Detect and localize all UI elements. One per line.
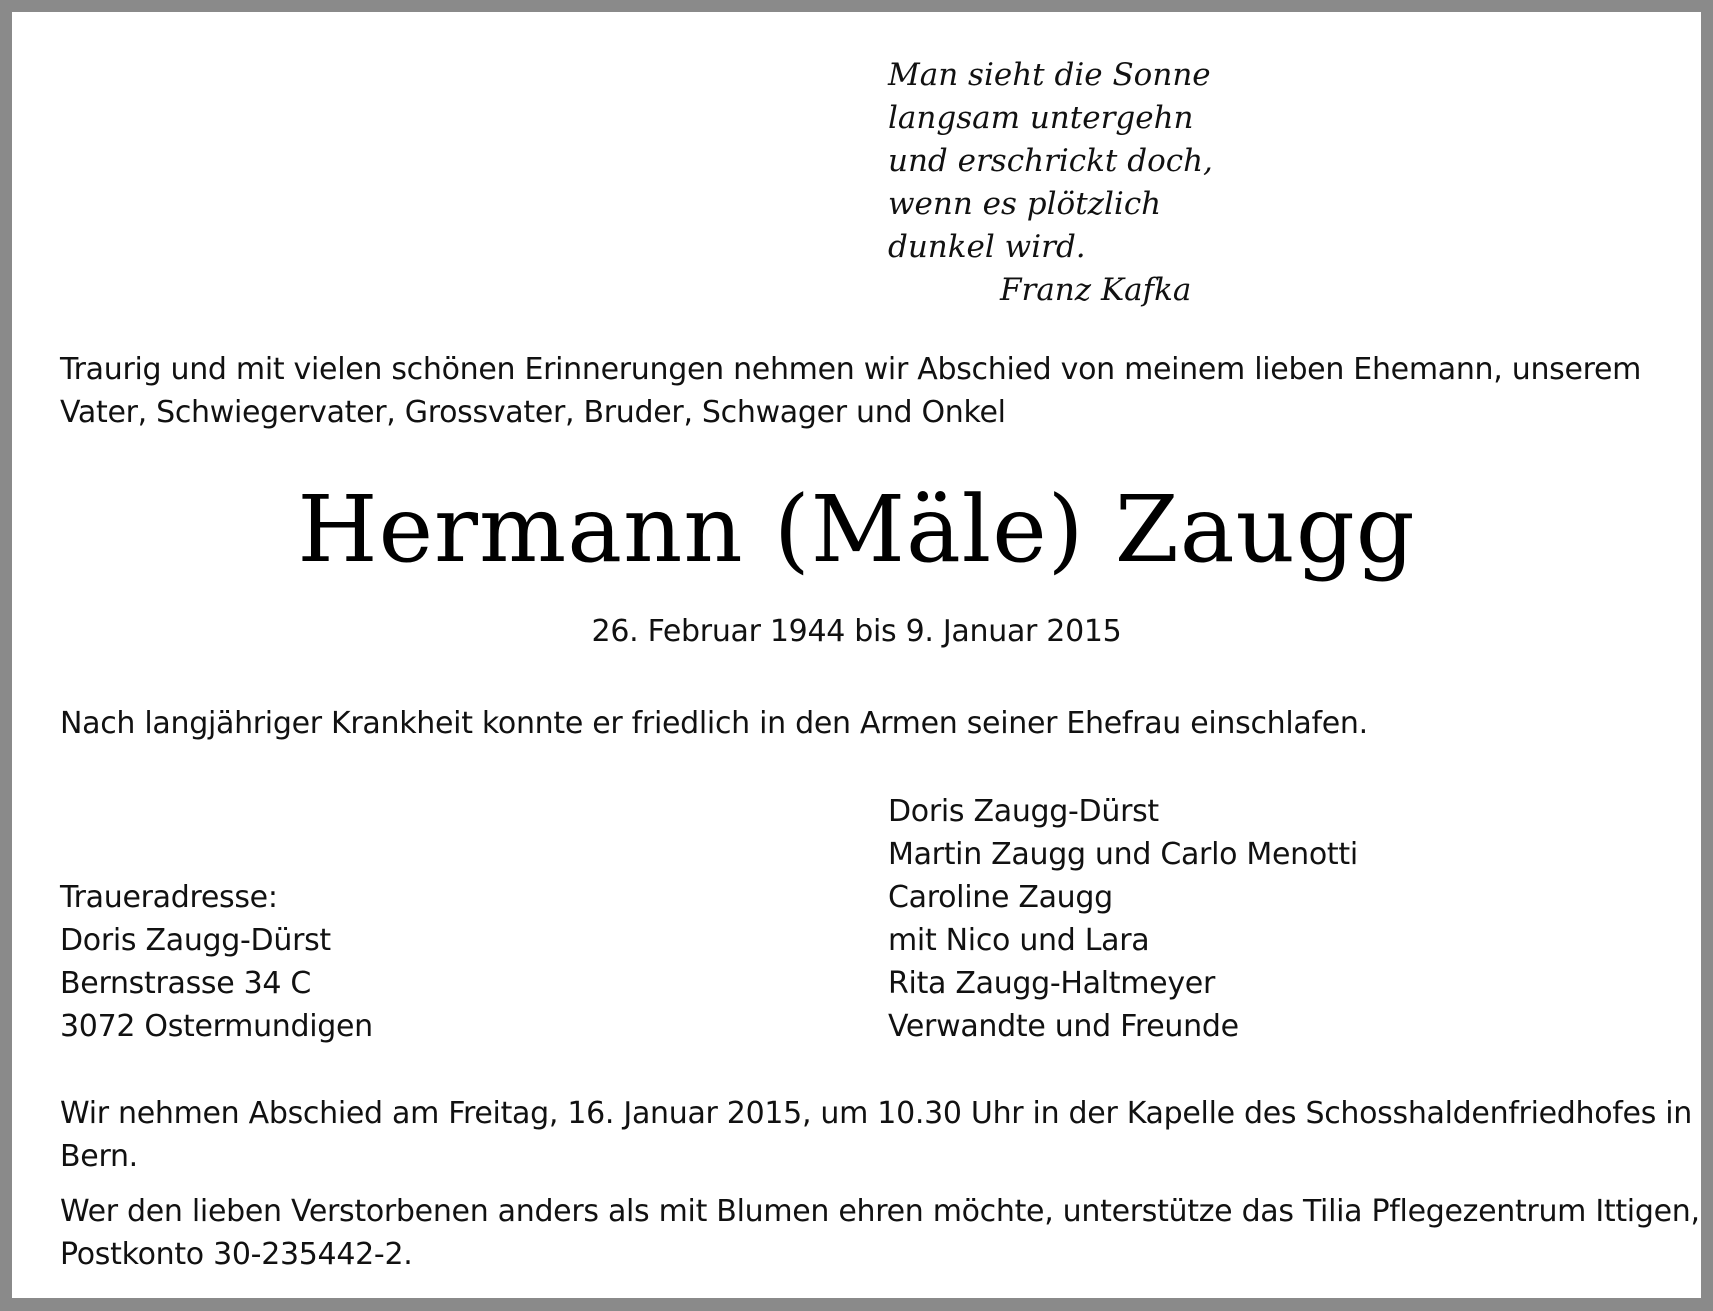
deceased-name: Hermann (Mäle) Zaugg <box>297 476 1416 583</box>
intro-line: Traurig und mit vielen schönen Erinnerungen nehmen wir Abschied von meinem lieben Ehemann, unserem <box>60 352 1642 387</box>
donation-line: Postkonto 30-235442-2. <box>60 1237 413 1272</box>
mourner-entry: Caroline Zaugg <box>888 880 1113 915</box>
kafka-quote <box>888 54 1213 312</box>
mourning-address <box>60 876 760 1048</box>
address-line: Doris Zaugg-Dürst <box>60 923 331 958</box>
address-line: 3072 Ostermundigen <box>60 1009 373 1044</box>
quote-line: dunkel wird. <box>888 229 1086 265</box>
service-line: Wir nehmen Abschied am Freitag, 16. Januar 2015, um 10.30 Uhr in der Kapelle des Schosshaldenfriedhofes in <box>60 1096 1693 1131</box>
mourner-entry: Rita Zaugg-Haltmeyer <box>888 966 1215 1001</box>
obituary-notice <box>12 12 1701 1298</box>
quote-line: und erschrickt doch, <box>888 143 1213 179</box>
life-dates: 26. Februar 1944 bis 9. Januar 2015 <box>591 614 1122 649</box>
intro-line: Vater, Schwiegervater, Grossvater, Bruder, Schwager und Onkel <box>60 395 1006 430</box>
passing-text: Nach langjähriger Krankheit konnte er friedlich in den Armen seiner Ehefrau einschlafen. <box>60 706 1368 741</box>
mourners-list <box>888 790 1588 1048</box>
donation-info <box>60 1190 1700 1276</box>
quote-line: langsam untergehn <box>888 100 1194 136</box>
quote-author: Franz Kafka <box>1000 272 1192 308</box>
mourner-entry: Doris Zaugg-Dürst <box>888 794 1159 829</box>
address-line: Bernstrasse 34 C <box>60 966 312 1001</box>
quote-line: wenn es plötzlich <box>888 186 1162 222</box>
service-info <box>60 1092 1693 1178</box>
donation-line: Wer den lieben Verstorbenen anders als mit Blumen ehren möchte, unterstütze das Tilia Pflegezentrum Ittigen, <box>60 1194 1700 1229</box>
mourner-entry: Verwandte und Freunde <box>888 1009 1239 1044</box>
mourner-entry: Martin Zaugg und Carlo Menotti <box>888 837 1358 872</box>
intro-text <box>60 348 1670 434</box>
mourner-entry: mit Nico und Lara <box>888 923 1150 958</box>
service-line: Bern. <box>60 1139 138 1174</box>
address-label: Traueradresse: <box>60 880 278 915</box>
quote-line: Man sieht die Sonne <box>888 57 1211 93</box>
